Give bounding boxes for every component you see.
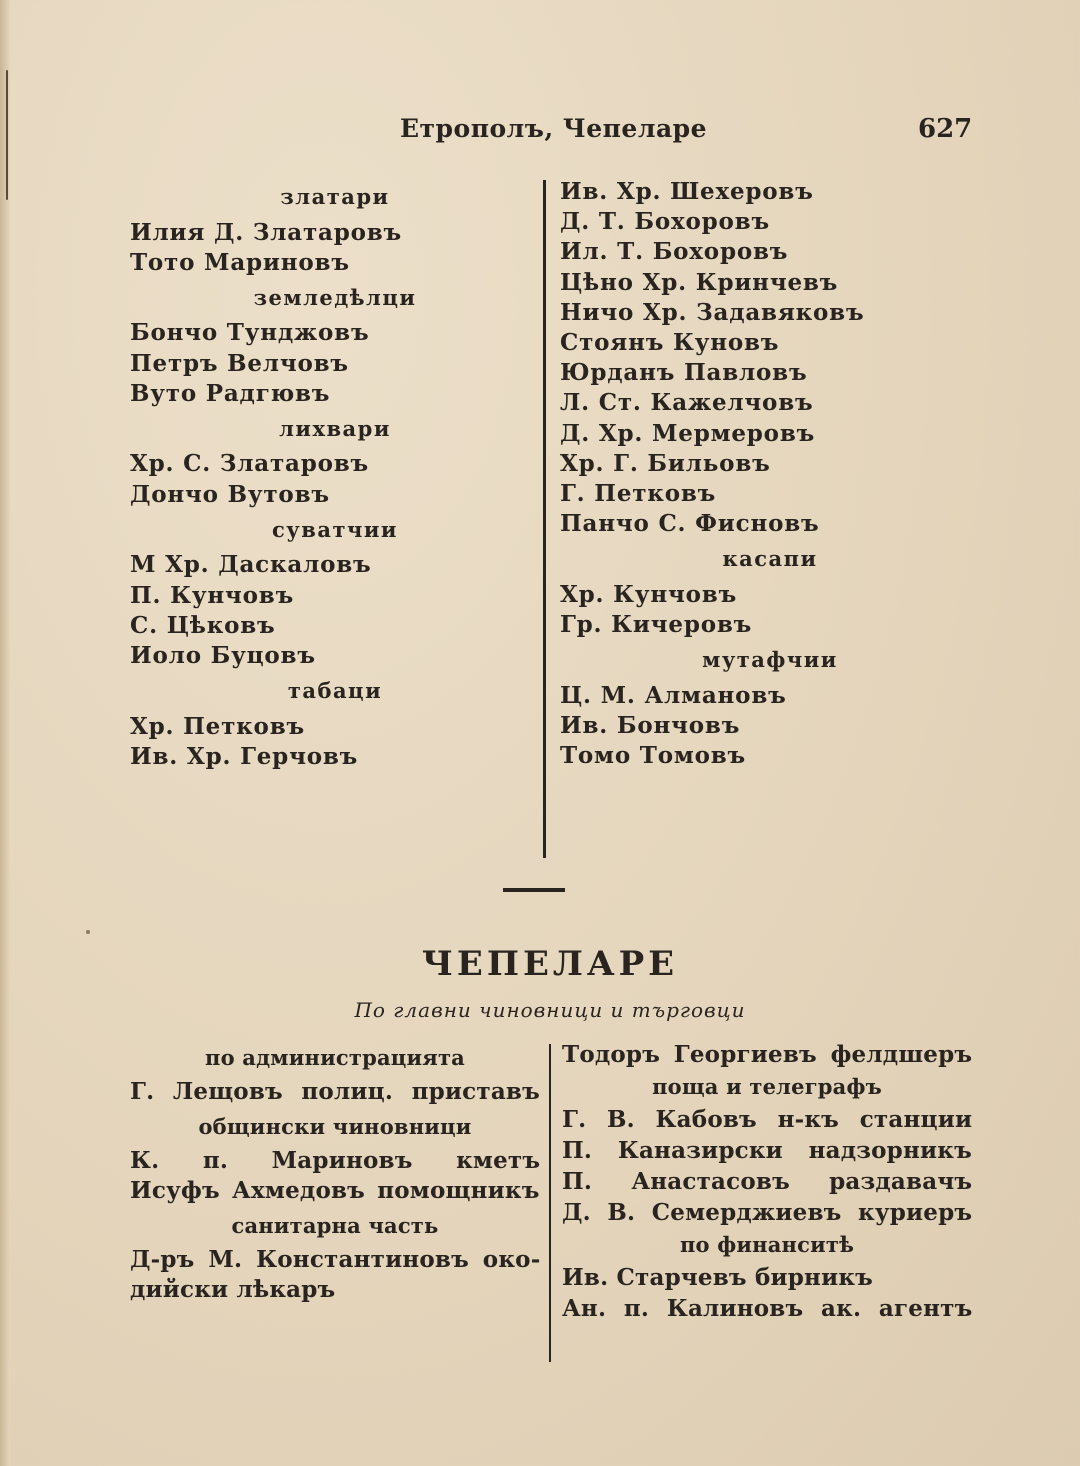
- name-entry: Ив. Старчевъ бирникъ: [562, 1264, 873, 1291]
- section-heading: общински чиновници: [198, 1113, 472, 1139]
- name-entry: Юрданъ Павловъ: [560, 359, 808, 387]
- town-subtitle: По главни чиновници и търговци: [354, 998, 746, 1022]
- name-entry: Хр. Кунчовъ: [560, 580, 738, 608]
- section-heading: по администрацията: [205, 1045, 465, 1070]
- ink-speck: [86, 930, 90, 934]
- name-entry: дийски лѣкаръ: [130, 1276, 336, 1303]
- name-entry: Стоянъ Куновъ: [560, 328, 780, 356]
- name-entry: К. п. Мариновъ кметъ: [130, 1146, 541, 1174]
- section-heading: по финанситѣ: [679, 1232, 855, 1257]
- town-title: ЧЕПЕЛАРЕ: [421, 944, 679, 984]
- section-heading: поща и телеграфъ: [652, 1074, 882, 1099]
- page-number: 627: [918, 114, 973, 144]
- name-entry: Бончо Тунджовъ: [130, 319, 370, 347]
- name-entry: Д-ръ М. Константиновъ око-: [130, 1245, 541, 1273]
- name-entry: Хр. Петковъ: [130, 712, 305, 740]
- name-entry: Г. Петковъ: [560, 479, 717, 507]
- name-entry: Илия Д. Златаровъ: [130, 218, 402, 246]
- name-entry: Хр. С. Златаровъ: [130, 450, 369, 478]
- name-entry: Ил. Т. Бохоровъ: [560, 238, 789, 266]
- name-entry: П. Анастасовъ раздавачъ: [562, 1168, 973, 1195]
- top-left-column: [130, 177, 540, 772]
- section-heading: касапи: [722, 546, 818, 572]
- bottom-left-column: [130, 1039, 540, 1306]
- bottom-right-column: [562, 1039, 972, 1324]
- name-entry: Панчо С. Фисновъ: [560, 510, 820, 538]
- name-entry: Ив. Хр. Герчовъ: [130, 742, 359, 770]
- section-heading: лихвари: [279, 415, 391, 441]
- name-entry: Ничо Хр. Задавяковъ: [560, 298, 865, 326]
- name-entry: Гр. Кичеровъ: [560, 610, 753, 638]
- section-heading: златари: [280, 184, 390, 209]
- top-column-divider: [543, 180, 546, 858]
- name-entry: Вуто Радгювъ: [130, 379, 331, 407]
- name-entry: Г. Лещовъ полиц. приставъ: [130, 1078, 540, 1105]
- name-entry: Д. Т. Бохоровъ: [560, 208, 770, 236]
- name-entry: Иоло Буцовъ: [130, 641, 316, 669]
- name-entry: Томо Томовъ: [560, 742, 746, 769]
- name-entry: Г. В. Кабовъ н-къ станции: [562, 1106, 973, 1133]
- section-heading: земледѣлци: [253, 284, 417, 310]
- name-entry: Д. Хр. Мермеровъ: [560, 419, 816, 447]
- top-right-column: [560, 177, 980, 771]
- name-entry: Петръ Велчовъ: [130, 349, 349, 377]
- name-entry: Исуфъ Ахмедовъ помощникъ: [130, 1177, 540, 1204]
- name-entry: С. Цѣковъ: [130, 611, 276, 639]
- section-heading: мутафчии: [702, 647, 838, 673]
- page-fold-shadow: [0, 0, 10, 1466]
- name-entry: Цѣно Хр. Кринчевъ: [560, 268, 839, 296]
- name-entry: Ив. Бончовъ: [560, 711, 741, 739]
- bottom-column-divider: [549, 1044, 551, 1362]
- name-entry: Тото Мариновъ: [130, 248, 350, 276]
- running-header: Етрополъ, Чепеларе: [400, 114, 708, 143]
- binding-mark: [6, 70, 8, 200]
- name-entry: Ан. п. Калиновъ ак. агентъ: [562, 1295, 973, 1322]
- name-entry: П. Кунчовъ: [130, 581, 295, 609]
- section-heading: суватчии: [272, 516, 398, 542]
- name-entry: М Хр. Даскаловъ: [130, 551, 372, 579]
- name-entry: Дончо Вутовъ: [130, 480, 330, 508]
- name-entry: Д. В. Семерджиевъ куриеръ: [562, 1199, 973, 1226]
- section-heading: санитарна часть: [231, 1212, 439, 1238]
- section-separator-rule: [503, 888, 565, 892]
- name-entry: Тодоръ Георгиевъ фелдшеръ: [562, 1041, 973, 1068]
- name-entry: Ив. Хр. Шехеровъ: [560, 178, 814, 205]
- name-entry: Хр. Г. Бильовъ: [560, 449, 771, 477]
- name-entry: Л. Ст. Кажелчовъ: [560, 389, 814, 417]
- name-entry: П. Каназирски надзорникъ: [562, 1137, 972, 1164]
- name-entry: Ц. М. Алмановъ: [560, 681, 787, 709]
- section-heading: табаци: [287, 678, 383, 704]
